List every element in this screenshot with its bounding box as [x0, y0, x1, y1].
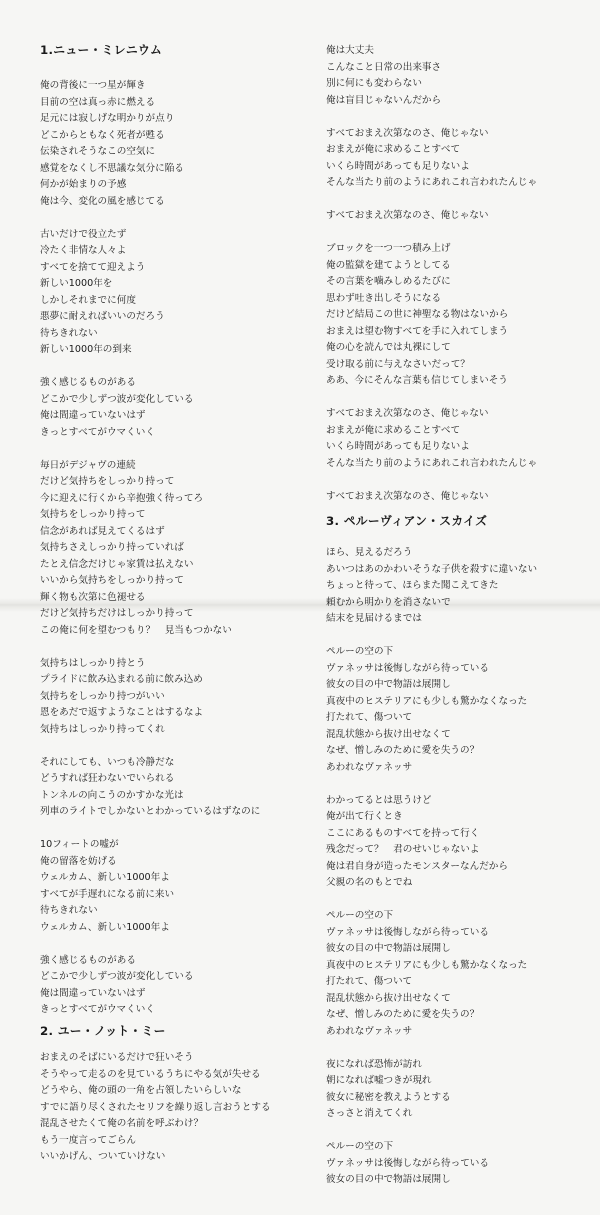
lyric-line: あわれなヴァネッサ [326, 761, 413, 773]
stanza [40, 1050, 271, 1166]
lyric-line: 俺は盲目じゃないんだから [326, 94, 442, 106]
lyric-line: 何かが始まりの予感 [40, 179, 127, 190]
lyric-line: すべておまえ次第なのさ、俺じゃない [326, 127, 489, 139]
stanza-gap [40, 821, 260, 838]
lyric-line: すべておまえ次第なのさ、俺じゃない [326, 408, 489, 419]
lyric-line: 俺は大丈夫 [326, 45, 374, 56]
lyric-line: ああ、今にそんな言葉も信じてしまいそう [326, 375, 508, 386]
lyric-line: ヴァネッサは後悔しながら待っている [326, 662, 489, 674]
lyric-line: ヴァネッサは後悔しながら待っている [326, 1157, 489, 1169]
lyric-line: 足元には寂しげな明かりが点り [40, 113, 175, 124]
lyric-line: 気持ちをしっかり持って [40, 509, 146, 520]
lyric-line: しかしそれまでに何度 [40, 294, 136, 306]
song-lyrics [40, 1050, 271, 1166]
lyric-line: それにしても、いつも冷静だな [40, 756, 175, 768]
lyric-line: おまえが俺に求めることすべて [326, 424, 461, 436]
lyric-line: 気持ちをしっかり持つがいい [40, 690, 165, 702]
lyric-line: こんなこと日常の出来事さ [326, 61, 442, 73]
lyric-line: どうやら、俺の頭の一角を占領したいらしいな [40, 1085, 242, 1096]
song-title: 3. ペルーヴィアン・スカイズ [326, 514, 488, 528]
lyric-line: 残念だって？ 君のせいじゃないよ [326, 844, 480, 855]
lyric-line: ヴァネッサは後悔しながら待っている [326, 926, 489, 938]
stanza-gap [40, 639, 260, 656]
lyric-line: いいかげん、ついていけない [40, 1151, 166, 1162]
lyric-line: いいから気持ちをしっかり持って [40, 575, 184, 586]
stanza [326, 1057, 537, 1123]
lyric-line: 結末を見届けるまでは [326, 613, 422, 624]
lyric-line: あわれなヴァネッサ [326, 1025, 413, 1037]
lyric-line: 真夜中のヒステリアにも少しも驚かなくなった [326, 695, 528, 707]
lyric-line: 新しい1000年を [40, 278, 113, 289]
lyric-line: きっとすべてがウマくいく [40, 1004, 155, 1015]
lyric-line: ウェルカム、新しい1000年よ [40, 872, 170, 883]
stanza [40, 458, 260, 640]
lyric-line: 混乱状態から抜け出せなくて [326, 728, 451, 740]
stanza [40, 656, 260, 739]
stanza-gap [326, 109, 537, 126]
lyric-line: ほら、見えるだろう [326, 547, 413, 558]
lyric-line: そんな当たり前のようにあれこれ言われたんじゃ [326, 177, 538, 188]
lyric-line: 真夜中のヒステリアにも少しも驚かなくなった [326, 959, 528, 971]
lyric-line: たとえ信念だけじゃ家賃は払えない [40, 558, 194, 570]
song-lyrics [40, 78, 260, 1019]
lyric-line: どこかで少しずつ波が変化している [40, 971, 194, 982]
lyric-line: その言葉を噛みしめるたびに [326, 276, 451, 287]
stanza-gap [326, 892, 537, 909]
lyric-line: あいつはあのかわいそうな子供を殺すに違いない [326, 563, 538, 575]
lyric-line: すべてを捨てて迎えよう [40, 261, 146, 273]
lyric-line: 恩をあだで返すようなことはするなよ [40, 707, 204, 718]
lyric-line: 待ちきれない [40, 327, 98, 339]
lyric-line: 10フィートの嘘が [40, 839, 119, 850]
stanza [40, 227, 260, 359]
lyric-line: だけど気持ちだけはしっかり持って [40, 608, 194, 619]
lyric-line: 冷たく非情な人々よ [40, 245, 127, 256]
lyric-line: おまえが俺に求めることすべて [326, 144, 461, 155]
lyric-line: 打たれて、傷ついて [326, 976, 413, 987]
lyric-line: ここにあるものすべてを持って行く [326, 827, 480, 839]
stanza-gap [326, 225, 537, 242]
lyric-line: 俺の背後に一つ星が輝き [40, 80, 146, 91]
lyric-line: わかってるとは思うけど [326, 794, 432, 806]
stanza [326, 126, 537, 192]
lyric-line: 打たれて、傷ついて [326, 712, 413, 723]
lyric-line: 輝く物も次第に色褪せる [40, 591, 146, 603]
lyric-line: ペルーの空の下 [326, 1141, 394, 1152]
stanza-gap [326, 1123, 537, 1140]
stanza-gap [326, 1040, 537, 1057]
stanza-gap [326, 192, 537, 209]
lyric-line: 悪夢に耐えればいいのだろう [40, 311, 165, 322]
lyric-line: だけど結局この世に神聖なる物はないから [326, 309, 509, 320]
lyric-line: 夜になれば恐怖が訪れ [326, 1058, 422, 1070]
lyric-line: 列車のライトでしかないとわかっているはずなのに [40, 806, 261, 817]
lyric-line: きっとすべてがウマくいく [40, 426, 155, 438]
lyric-line: 気持ちはしっかり持とう [40, 657, 146, 669]
stanza-gap [326, 390, 537, 407]
lyric-line: 俺は間違っていないはず [40, 410, 146, 421]
song-title: 2. ユー・ノット・ミー [40, 1024, 166, 1038]
lyric-line: 混乱させたくて俺の名前を呼ぶわけ？ [40, 1118, 204, 1129]
lyric-line: 受け取る前に与えなさいだって？ [326, 358, 470, 370]
lyric-line: 彼女の目の中で物語は展開し [326, 943, 451, 954]
lyric-line: 新しい1000年の到来 [40, 344, 132, 355]
lyric-line: 俺の心を読んでは丸裸にして [326, 342, 451, 353]
lyric-line: トンネルの向こうのかすかな光は [40, 789, 184, 801]
stanza-gap [40, 936, 260, 953]
lyric-line: すべておまえ次第なのさ、俺じゃない [326, 490, 489, 502]
lyric-line: どこかで少しずつ波が変化している [40, 393, 194, 405]
lyric-line: 伝染されそうなこの空気に [40, 146, 156, 157]
lyric-line: 朝になれば嘘つきが現れ [326, 1075, 432, 1086]
lyric-line: 父親の名のもとでね [326, 877, 413, 888]
song-lyrics [326, 545, 537, 1189]
lyric-line: 俺の留落を妨げる [40, 855, 117, 867]
lyric-line: 強く感じるものがある [40, 377, 136, 388]
lyric-line: ブロックを一つ一つ積み上げ [326, 243, 451, 254]
stanza [40, 837, 260, 936]
stanza [326, 489, 537, 506]
lyric-line: ウェルカム、新しい1000年よ [40, 921, 170, 933]
lyric-line: 彼女の目の中で物語は展開し [326, 679, 451, 690]
lyric-line: 混乱状態から抜け出せなくて [326, 992, 451, 1004]
stanza [326, 241, 537, 390]
stanza [326, 545, 537, 628]
lyric-line: プライドに飲み込まれる前に飲み込め [40, 674, 203, 685]
lyric-line: だけど気持ちをしっかり持って [40, 476, 175, 487]
lyric-line: 気持ちはしっかり持ってくれ [40, 723, 165, 735]
stanza [326, 208, 537, 225]
lyric-line: 感覚をなくし不思議な気分に陥る [40, 162, 184, 174]
stanza [326, 1139, 537, 1189]
lyric-line: 別に何にも変わらない [326, 78, 422, 89]
lyric-line: ペルーの空の下 [326, 646, 394, 657]
lyric-line: 俺は君自身が造ったモンスターなんだから [326, 860, 508, 872]
stanza [326, 908, 537, 1040]
lyric-line: 今に迎えに行くから辛抱強く待ってろ [40, 492, 204, 504]
lyric-line: 気持ちさえしっかり持っていれば [40, 542, 184, 553]
stanza [40, 78, 260, 210]
lyric-line: ちょっと待って、ほらまた聞こえてきた [326, 580, 499, 591]
lyric-line: いくら時間があっても足りないよ [326, 160, 470, 172]
lyric-line: なぜ、憎しみのために愛を失うの？ [326, 1009, 480, 1020]
lyric-line: おまえは望む物すべてを手に入れてしまう [326, 325, 509, 337]
lyric-line: ペルーの空の下 [326, 910, 394, 921]
lyric-line: 強く感じるものがある [40, 954, 136, 966]
lyric-line: 目前の空は真っ赤に燃える [40, 96, 156, 108]
lyric-line: 思わず吐き出しそうになる [326, 292, 442, 304]
lyric-line: 信念があれば見えてくるはず [40, 525, 165, 537]
stanza-gap [326, 628, 537, 645]
lyric-line: そんな当たり前のようにあれこれ言われたんじゃ [326, 457, 538, 469]
stanza [326, 644, 537, 776]
stanza-gap [40, 210, 260, 227]
lyric-line: 彼女に秘密を教えようとする [326, 1091, 451, 1103]
stanza-gap [40, 359, 260, 376]
lyric-line: どうすれば狂わないでいられる [40, 773, 175, 784]
lyric-line: 待ちきれない [40, 905, 98, 916]
lyric-line: 彼女の目の中で物語は展開し [326, 1174, 451, 1185]
stanza [326, 43, 537, 109]
stanza-gap [326, 472, 537, 489]
stanza-gap [40, 738, 260, 755]
stanza [40, 953, 260, 1019]
lyric-line: 頼むから明かりを消さないで [326, 596, 451, 608]
lyric-line: もう一度言ってごらん [40, 1134, 136, 1146]
lyric-line: 俺は今、変化の風を感じてる [40, 195, 165, 207]
stanza-gap [40, 441, 260, 458]
lyric-line: 俺は間違っていないはず [40, 987, 146, 999]
lyric-line: どこからともなく死者が甦る [40, 129, 165, 141]
stanza [326, 406, 537, 472]
lyric-line: おまえのそばにいるだけで狂いそう [40, 1052, 194, 1063]
stanza [326, 793, 537, 892]
lyric-line: 毎日がデジャヴの連続 [40, 459, 136, 471]
lyric-line: そうやって走るのを見ているうちにやる気が失せる [40, 1068, 261, 1080]
lyric-line: さっさと消えてくれ [326, 1108, 413, 1119]
lyric-line: この俺に何を望むつもり？ 見当もつかない [40, 624, 232, 636]
lyric-line: すでに語り尽くされたセリフを繰り返し言おうとする [40, 1101, 271, 1113]
stanza [40, 375, 260, 441]
lyric-line: 古いだけで役立たず [40, 228, 127, 240]
lyric-line: すべてが手遅れになる前に来い [40, 888, 175, 900]
song-title: 1.ニュー・ミレニウム [40, 43, 163, 57]
lyric-line: 俺が出て行くとき [326, 811, 403, 822]
song-lyrics [326, 43, 537, 505]
stanza [40, 755, 260, 821]
lyric-line: いくら時間があっても足りないよ [326, 441, 470, 452]
lyric-line: すべておまえ次第なのさ、俺じゃない [326, 210, 489, 221]
lyric-line: なぜ、憎しみのために愛を失うの？ [326, 745, 480, 756]
lyric-line: 俺の監獄を建てようとしてる [326, 259, 451, 271]
stanza-gap [326, 776, 537, 793]
